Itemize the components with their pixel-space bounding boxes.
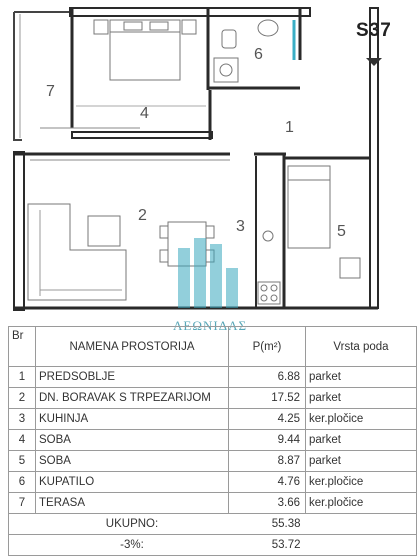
reduced-label: -3%: [36,535,229,556]
row-number: 5 [9,451,36,472]
row-floor-type: parket [306,430,417,451]
room-number-1: 1 [285,119,294,136]
row-number: 3 [9,409,36,430]
table-row [9,451,417,472]
row-number: 6 [9,472,36,493]
table-row [9,430,417,451]
row-room-name: PREDSOBLJE [36,367,229,388]
total-row [9,514,417,535]
room-number-4: 4 [140,105,149,122]
row-room-name: SOBA [36,451,229,472]
reduced-spacer [9,535,36,556]
room-number-2: 2 [138,207,147,224]
header-number: Br [9,327,36,367]
room-number-3: 3 [236,218,245,235]
row-area: 6.88 [229,367,306,388]
row-floor-type: ker.pločice [306,493,417,514]
header-area: P(m²) [229,327,306,367]
row-number: 2 [9,388,36,409]
room-number-5: 5 [337,223,346,240]
north-arrow-icon [366,58,382,66]
row-number: 1 [9,367,36,388]
row-room-name: SOBA [36,430,229,451]
header-room-name: NAMENA PROSTORIJA [36,327,229,367]
total-value: 55.38 [229,514,306,535]
total-spacer-right [306,514,417,535]
table-row [9,367,417,388]
total-spacer [9,514,36,535]
reduced-spacer-right [306,535,417,556]
row-room-name: KUPATILO [36,472,229,493]
header-floor-type: Vrsta poda [306,327,417,367]
reduced-value: 53.72 [229,535,306,556]
table-row [9,388,417,409]
row-area: 17.52 [229,388,306,409]
row-area: 4.76 [229,472,306,493]
room-number-7: 7 [46,83,55,100]
row-room-name: TERASA [36,493,229,514]
table-row [9,409,417,430]
row-floor-type: parket [306,367,417,388]
watermark-logo [178,238,238,308]
reduced-total-row [9,535,417,556]
row-floor-type: parket [306,451,417,472]
row-number: 7 [9,493,36,514]
total-label: UKUPNO: [36,514,229,535]
row-area: 4.25 [229,409,306,430]
row-floor-type: ker.pločice [306,472,417,493]
table-row [9,493,417,514]
flat-code: S37 [356,20,392,41]
room-number-6: 6 [254,46,263,63]
table-header-row [9,327,417,367]
row-room-name: DN. BORAVAK S TRPEZARIJOM [36,388,229,409]
row-floor-type: parket [306,388,417,409]
row-floor-type: ker.pločice [306,409,417,430]
table-row [9,472,417,493]
row-room-name: KUHINJA [36,409,229,430]
row-area: 8.87 [229,451,306,472]
row-area: 9.44 [229,430,306,451]
row-area: 3.66 [229,493,306,514]
row-number: 4 [9,430,36,451]
rooms-table [8,326,417,556]
watermark-text: ΛΕΩΝΙΔΑΣ [172,318,248,333]
